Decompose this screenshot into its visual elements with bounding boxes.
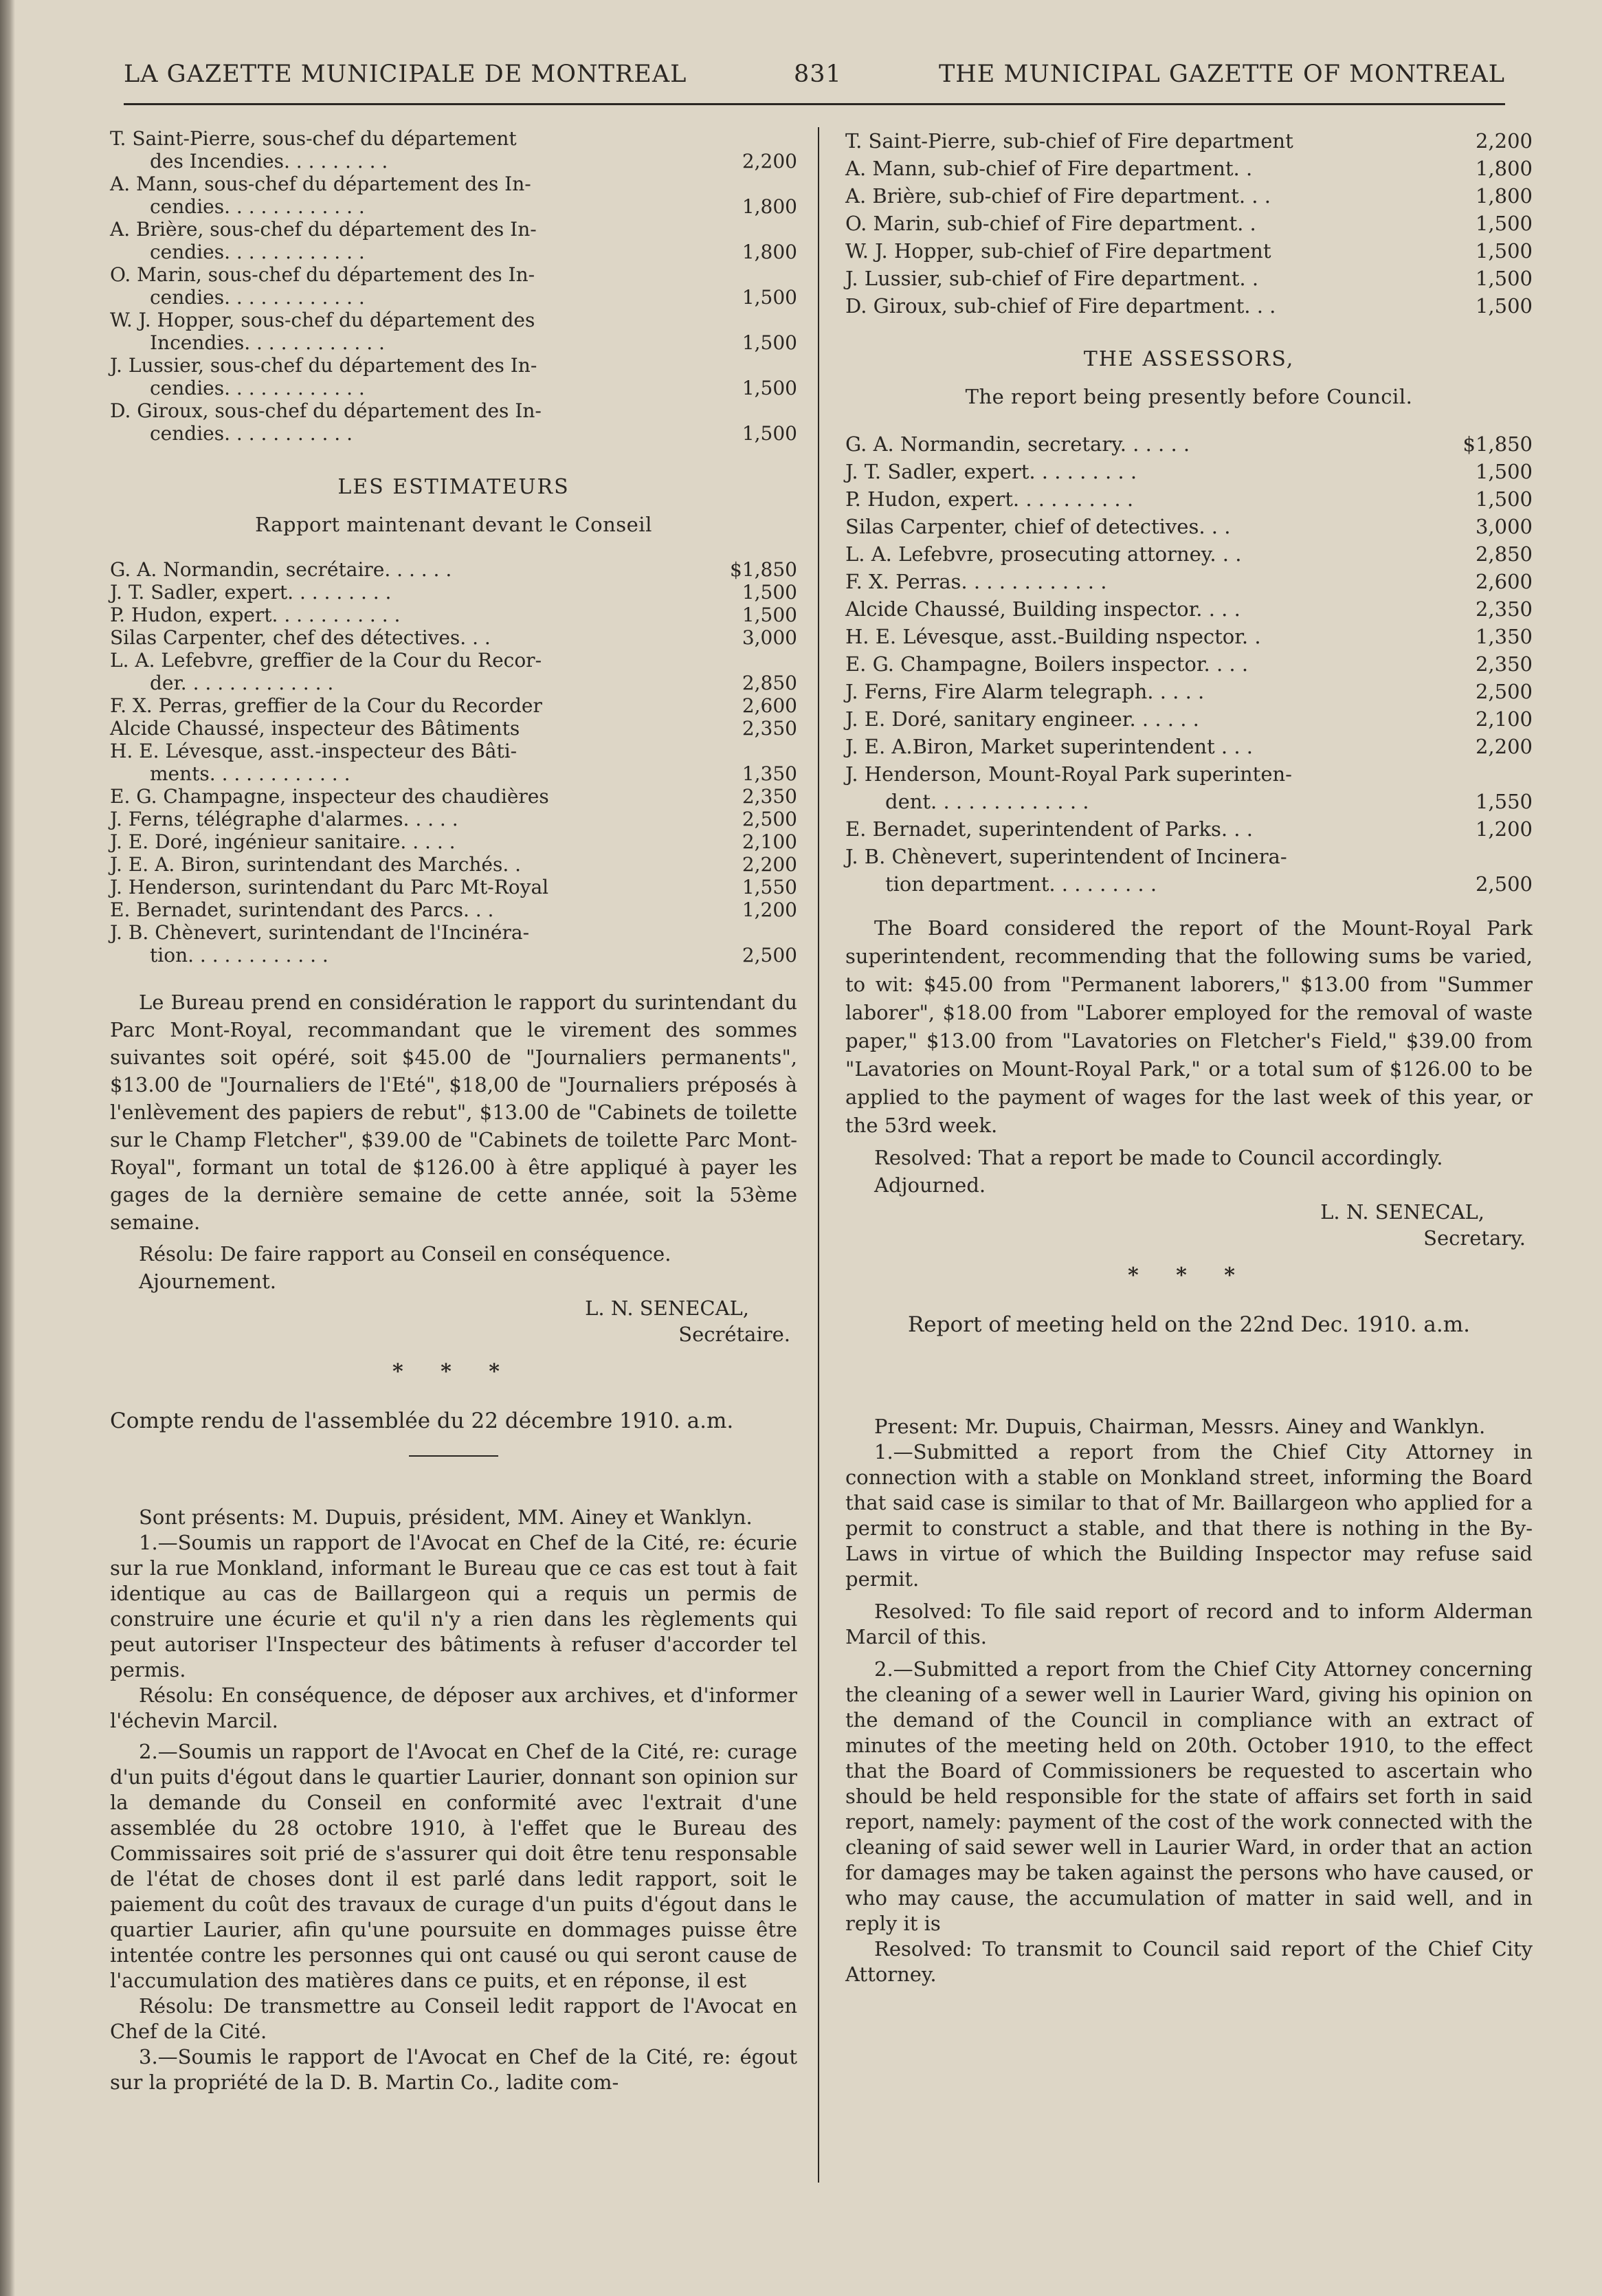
item2-resolved-en: Resolved: To transmit to Council said report of the Chief City Attorney. (845, 1937, 1533, 1986)
item-name-line1: E. Bernadet, superintendent of Parks. . . (845, 817, 1253, 841)
list-item (110, 581, 797, 604)
present-fr: Sont présents: M. Dupuis, président, MM. Ainey et Wanklyn. (139, 1505, 753, 1529)
item-name (845, 458, 1436, 485)
list-item (845, 210, 1533, 237)
section-separator-fr: * * * (392, 1360, 515, 1384)
item-name (845, 623, 1436, 650)
list-item (845, 705, 1533, 733)
item-name (845, 705, 1436, 733)
item-name (110, 626, 701, 649)
item-amount: 2,350 (742, 717, 797, 740)
item-amount: 2,350 (742, 785, 797, 808)
item-amount: 1,550 (1475, 790, 1533, 813)
list-item (110, 218, 797, 263)
item-name-line1: J. E. Doré, sanitary engineer. . . . . . (845, 707, 1199, 731)
item-name-line1: W. J. Hopper, sous-chef du département des (110, 309, 535, 331)
item-name-line1: L. A. Lefebvre, greffier de la Cour du Recor- (110, 649, 542, 672)
item-name-line1: J. Lussier, sous-chef du département des In- (110, 354, 537, 377)
item-name-line1: J. Ferns, Fire Alarm telegraph. . . . . (845, 680, 1205, 703)
item-amount: 1,800 (1475, 184, 1533, 208)
item-name (110, 830, 701, 853)
list-item (110, 740, 797, 785)
list-item (110, 626, 797, 649)
item-amount: 2,100 (742, 830, 797, 853)
item-name (845, 568, 1436, 595)
list-item (110, 399, 797, 445)
item-name-line1: J. Ferns, télégraphe d'alarmes. . . . . (110, 808, 458, 830)
signature-title-fr: Secrétaire. (678, 1323, 790, 1346)
item-amount: 2,200 (1475, 735, 1533, 758)
list-item (845, 540, 1533, 568)
item-amount: 1,350 (1475, 625, 1533, 648)
item-name-line1: O. Marin, sous-chef du département des In- (110, 263, 535, 286)
item-amount: 1,800 (1475, 157, 1533, 180)
meeting-title-en: Report of meeting held on the 22nd Dec. 1910. a.m. (907, 1312, 1471, 1337)
item-amount: 3,000 (742, 626, 797, 649)
item-name-line1: J. Henderson, surintendant du Parc Mt-Royal (110, 876, 549, 898)
item-name-line1: J. Henderson, Mount-Royal Park superinten- (845, 762, 1292, 786)
item-name (110, 785, 701, 808)
item-name-line1: J. T. Sadler, expert. . . . . . . . . (110, 581, 392, 604)
header-rule (124, 103, 1505, 105)
item-amount: 2,850 (1475, 542, 1533, 566)
signature-en (845, 1199, 1526, 1251)
list-item (110, 785, 797, 808)
list-item (845, 513, 1533, 540)
list-item (845, 733, 1533, 760)
list-item (110, 604, 797, 626)
item-name-line1: J. B. Chènevert, surintendant de l'Incinéra- (110, 921, 530, 944)
item-amount: 2,200 (742, 853, 797, 876)
item-name (845, 595, 1436, 623)
item-name (845, 292, 1436, 320)
list-item (845, 485, 1533, 513)
signature-name-en: L. N. SENECAL, (1320, 1200, 1484, 1224)
item-amount: 1,500 (1475, 239, 1533, 263)
list-item (845, 650, 1533, 678)
item-name-line1: J. E. A. Biron, surintendant des Marchés. . (110, 853, 522, 876)
list-item (110, 173, 797, 218)
signature-fr (110, 1295, 790, 1347)
item-name-line1: H. E. Lévesque, asst.-inspecteur des Bâti- (110, 740, 518, 762)
item-amount: $1,850 (730, 558, 797, 581)
signature-name-fr: L. N. SENECAL, (585, 1296, 749, 1320)
item-amount: 1,500 (742, 331, 797, 354)
list-item (845, 623, 1533, 650)
item-name (845, 430, 1436, 458)
resolved-en: Resolved: That a report be made to Council accordingly. (874, 1146, 1443, 1169)
list-item (845, 815, 1533, 843)
item-name-line1: P. Hudon, expert. . . . . . . . . . . (110, 604, 401, 626)
item-name-line1: E. G. Champagne, Boilers inspector. . . . (845, 652, 1249, 676)
item-name-line2: dent. . . . . . . . . . . . . (885, 790, 1089, 813)
item-name-line1: E. G. Champagne, inspecteur des chaudières (110, 785, 549, 808)
item-name (845, 265, 1436, 292)
item-name (110, 604, 701, 626)
board-paragraph-en: The Board considered the report of the Mount-Royal Park superintendent, recommending that the following sums be varied, to wit: $45.00 from "Permanent laborers," $13.00 from "Summer laborer", $18.00 from "Laborer employed for the removal of waste paper," $13.00 from "Lavatories on Fletcher's Field," $39.00 from "Lavatories on Mount-Royal Park," or a total sum of $126.00 to be applied to the payment of wages for the last week of this year, or the 53rd week. (845, 916, 1533, 1137)
list-item (845, 127, 1533, 155)
item-name-line1: Alcide Chaussé, Building inspector. . . . (845, 597, 1241, 621)
assessors-list-en (845, 430, 1533, 898)
list-item (845, 458, 1533, 485)
list-item (110, 876, 797, 898)
item-amount: 2,350 (1475, 652, 1533, 676)
item-name-line1: T. Saint-Pierre, sub-chief of Fire department (845, 129, 1293, 153)
item-name-line1: Alcide Chaussé, inspecteur des Bâtiments (110, 717, 520, 740)
list-item (845, 292, 1533, 320)
page-number: 831 (794, 60, 842, 88)
item-name (845, 650, 1436, 678)
item-name (110, 740, 701, 785)
item2-resolved-fr: Résolu: De transmettre au Conseil ledit rapport de l'Avocat en Chef de la Cité. (110, 1994, 797, 2043)
item-amount: 1,200 (1475, 817, 1533, 841)
item-amount: 1,800 (742, 195, 797, 218)
french-column (110, 127, 797, 2095)
item-name-line2: ments. . . . . . . . . . . . (150, 762, 351, 785)
list-item (845, 568, 1533, 595)
item-name-line2: cendies. . . . . . . . . . . . (150, 286, 365, 309)
assessors-subheading-fr: Rapport maintenant devant le Conseil (255, 513, 652, 536)
header-english-title: THE MUNICIPAL GAZETTE OF MONTREAL (938, 60, 1505, 88)
item-name (845, 815, 1436, 843)
meeting-title-fr: Compte rendu de l'assemblée du 22 décembre 1910. a.m. (110, 1409, 734, 1433)
item-amount: 1,500 (1475, 487, 1533, 511)
list-item (845, 182, 1533, 210)
list-item (110, 830, 797, 853)
item-amount: 2,500 (1475, 680, 1533, 703)
list-item (110, 898, 797, 921)
item-amount: 1,500 (742, 581, 797, 604)
item-name-line1: J. E. A.Biron, Market superintendent . . . (845, 735, 1254, 758)
item-amount: 1,550 (742, 876, 797, 898)
item-name-line2: tion. . . . . . . . . . . . (150, 944, 329, 967)
item-name-line1: A. Mann, sous-chef du département des In- (110, 173, 531, 195)
list-item (845, 265, 1533, 292)
list-item (845, 595, 1533, 623)
item-amount: 1,500 (742, 604, 797, 626)
item-name-line1: W. J. Hopper, sub-chief of Fire department (845, 239, 1271, 263)
present-en: Present: Mr. Dupuis, Chairman, Messrs. Ainey and Wanklyn. (874, 1415, 1486, 1438)
item1-fr: 1.—Soumis un rapport de l'Avocat en Chef de la Cité, re: écurie sur la rue Monkland, informant le Bureau que ce cas est tout à fait identique au cas de Baillargeon qui a requis un permis de construire une écurie et qu'il n'y a rien dans les règlements qui peut autoriser l'Inspecteur des bâtiments à refuser d'accorder tel permis. (110, 1531, 797, 1681)
item-name (110, 173, 701, 218)
resolved-fr: Résolu: De faire rapport au Conseil en conséquence. (139, 1242, 671, 1266)
item1-en: 1.—Submitted a report from the Chief City Attorney in connection with a stable on Monkland street, informing the Board that said case is similar to that of Mr. Baillargeon who applied for a permit to construct a stable, and that there is nothing in the By-Laws in virtue of which the Building Inspector may refuse said permit. (845, 1440, 1533, 1591)
item-name (110, 717, 701, 740)
item3-fr: 3.—Soumis le rapport de l'Avocat en Chef de la Cité, re: égout sur la propriété de la D. B. Martin Co., ladite com- (110, 2045, 797, 2094)
item-name-line1: G. A. Normandin, secretary. . . . . . (845, 432, 1190, 456)
item-name (845, 485, 1436, 513)
item-name-line1: Silas Carpenter, chief of detectives. . . (845, 515, 1231, 538)
item-amount: 2,200 (742, 150, 797, 173)
list-item (845, 760, 1533, 815)
item-amount: 2,500 (1475, 872, 1533, 896)
item-name (110, 853, 701, 876)
item-name (110, 898, 701, 921)
item-name (110, 218, 701, 263)
list-item (110, 694, 797, 717)
item-amount: 1,500 (742, 286, 797, 309)
adjourned-en: Adjourned. (874, 1173, 986, 1197)
item-name (110, 694, 701, 717)
item-name (845, 182, 1436, 210)
item1-resolved-fr: Résolu: En conséquence, de déposer aux archives, et d'informer l'échevin Marcil. (110, 1684, 797, 1732)
list-item (110, 649, 797, 694)
item-amount: 2,350 (1475, 597, 1533, 621)
list-item (845, 155, 1533, 182)
item-name-line1: T. Saint-Pierre, sous-chef du département (110, 127, 517, 150)
item2-en: 2.—Submitted a report from the Chief City Attorney concerning the cleaning of a sewer well in Laurier Ward, giving his opinion on the demand of the Council in compliance with an extract of minutes of the meeting held on 20th. October 1910, to the effect that the Board of Commissioners be requested to ascertain who should be held responsible for the state of affairs set forth in said report, namely: payment of the cost of the work connected with the cleaning of said sewer well in Laurier Ward, in order that an action for damages may be taken against the persons who have caused, or who may cause, the accumulation of matter in said well, and in reply it is (845, 1657, 1533, 1935)
item-name-line1: F. X. Perras, greffier de la Cour du Recorder (110, 694, 542, 717)
item-amount: 1,350 (742, 762, 797, 785)
item-name-line2: tion department. . . . . . . . . (885, 872, 1157, 896)
item-name (110, 309, 701, 354)
item-name-line1: J. E. Doré, ingénieur sanitaire. . . . . (110, 830, 456, 853)
assessors-heading-en: THE ASSESSORS, (1083, 347, 1295, 371)
item-amount: 2,850 (742, 672, 797, 694)
item1-resolved-en: Resolved: To file said report of record and to inform Alderman Marcil of this. (845, 1600, 1533, 1648)
item-amount: 1,500 (1475, 212, 1533, 235)
item-name (110, 921, 701, 967)
item-name-line2: der. . . . . . . . . . . . . (150, 672, 334, 694)
meeting-rule-fr (409, 1455, 498, 1457)
item-name-line1: A. Brière, sub-chief of Fire department. . . (845, 184, 1271, 208)
item-name-line1: Silas Carpenter, chef des détectives. . . (110, 626, 491, 649)
item-name (110, 127, 701, 173)
item-name (845, 237, 1436, 265)
item-name (845, 843, 1436, 898)
item-name-line2: des Incendies. . . . . . . . . (150, 150, 388, 173)
item-name (845, 540, 1436, 568)
fire-subchief-list-fr (110, 127, 797, 445)
list-item (110, 921, 797, 967)
list-item (110, 808, 797, 830)
list-item (845, 678, 1533, 705)
list-item (845, 237, 1533, 265)
item-amount: 1,800 (742, 241, 797, 263)
item-amount: 1,500 (1475, 460, 1533, 483)
list-item (110, 309, 797, 354)
item-name (845, 678, 1436, 705)
item-name (845, 513, 1436, 540)
item-name-line1: J. Lussier, sub-chief of Fire department. . (845, 267, 1259, 290)
item-amount: 1,500 (1475, 294, 1533, 318)
list-item (845, 430, 1533, 458)
board-paragraph-fr: Le Bureau prend en considération le rapport du surintendant du Parc Mont-Royal, recommandant que le virement des sommes suivantes soit opéré, soit $45.00 de "Journaliers permanents", $13.00 de "Journaliers de l'Eté", $18,00 de "Journaliers préposés à l'enlèvement des papiers de rebut", $13.00 de "Cabinets de toilette sur le Champ Fletcher", $39.00 de "Cabinets de toilette Parc Mont-Royal", formant un total de $126.00 à être appliqué à payer les gages de la dernière semaine de cette année, soit la 53ème semaine. (110, 991, 797, 1234)
item-name-line2: Incendies. . . . . . . . . . . . (150, 331, 385, 354)
item-name-line1: H. E. Lévesque, asst.-Building nspector. . (845, 625, 1261, 648)
item-name (110, 558, 701, 581)
list-item (110, 558, 797, 581)
item-amount: 3,000 (1475, 515, 1533, 538)
item-name-line1: J. B. Chènevert, superintendent of Incinera- (845, 845, 1287, 868)
item-amount: 2,500 (742, 944, 797, 967)
item-name-line1: D. Giroux, sous-chef du département des In- (110, 399, 542, 422)
english-column (845, 127, 1533, 1987)
assessors-subheading-en: The report being presently before Council. (965, 385, 1413, 408)
item-name (845, 155, 1436, 182)
assessors-heading-fr: LES ESTIMATEURS (337, 475, 570, 499)
item-name-line2: cendies. . . . . . . . . . . . (150, 377, 365, 399)
item-name-line1: L. A. Lefebvre, prosecuting attorney. . . (845, 542, 1242, 566)
signature-title-en: Secretary. (1423, 1226, 1526, 1250)
assessors-list-fr (110, 558, 797, 967)
item-amount: 1,200 (742, 898, 797, 921)
item-name-line1: O. Marin, sub-chief of Fire department. . (845, 212, 1256, 235)
item-name-line2: cendies. . . . . . . . . . . (150, 422, 353, 445)
adjourned-fr: Ajournement. (139, 1270, 276, 1293)
item-amount: 2,500 (742, 808, 797, 830)
item-name (110, 354, 701, 399)
item2-fr: 2.—Soumis un rapport de l'Avocat en Chef de la Cité, re: curage d'un puits d'égout dans le quartier Laurier, donnant son opinion sur la demande du Conseil en conformité avec l'extrait d'une assemblée du 28 octobre 1910, à l'effet que le Bureau des Commissaires soit prié de s'assurer qui doit être tenu responsable de l'état de choses dont il est parlé dans ledit rapport, soit le paiement du coût des travaux de curage d'un puits d'égout dans le quartier Laurier, afin qu'une poursuite en dommages puisse être intentée contre les personnes qui ont causé ou qui seront cause de l'accumulation des matières dans ce puits, et en réponse, il est (110, 1740, 797, 1992)
item-amount: 1,500 (742, 377, 797, 399)
item-name (110, 399, 701, 445)
column-divider (818, 127, 819, 2183)
item-name (110, 876, 701, 898)
item-amount: 2,600 (742, 694, 797, 717)
list-item (110, 263, 797, 309)
list-item (110, 127, 797, 173)
item-amount: $1,850 (1462, 432, 1533, 456)
item-amount: 1,500 (1475, 267, 1533, 290)
item-name-line2: cendies. . . . . . . . . . . . (150, 241, 365, 263)
item-name-line1: F. X. Perras. . . . . . . . . . . . (845, 570, 1107, 593)
item-name-line1: E. Bernadet, surintendant des Parcs. . . (110, 898, 494, 921)
item-name-line1: A. Brière, sous-chef du département des In- (110, 218, 537, 241)
item-name-line1: G. A. Normandin, secrétaire. . . . . . (110, 558, 452, 581)
item-name (110, 808, 701, 830)
page-binding-edge (0, 0, 15, 2296)
item-name (845, 210, 1436, 237)
item-amount: 2,600 (1475, 570, 1533, 593)
header-french-title: LA GAZETTE MUNICIPALE DE MONTREAL (124, 60, 687, 88)
item-name (110, 649, 701, 694)
item-name-line2: cendies. . . . . . . . . . . . (150, 195, 365, 218)
page-header (124, 60, 1505, 102)
list-item (110, 717, 797, 740)
item-name-line1: A. Mann, sub-chief of Fire department. . (845, 157, 1253, 180)
item-name (845, 733, 1436, 760)
item-name (110, 581, 701, 604)
list-item (845, 843, 1533, 898)
item-name (845, 760, 1436, 815)
list-item (110, 354, 797, 399)
section-separator-en: * * * (1128, 1263, 1250, 1288)
item-amount: 1,500 (742, 422, 797, 445)
item-amount: 2,100 (1475, 707, 1533, 731)
item-name (110, 263, 701, 309)
item-name (845, 127, 1436, 155)
item-name-line1: P. Hudon, expert. . . . . . . . . . (845, 487, 1134, 511)
item-name-line1: D. Giroux, sub-chief of Fire department. . . (845, 294, 1276, 318)
fire-subchief-list-en (845, 127, 1533, 320)
item-name-line1: J. T. Sadler, expert. . . . . . . . . (845, 460, 1137, 483)
list-item (110, 853, 797, 876)
item-amount: 2,200 (1475, 129, 1533, 153)
